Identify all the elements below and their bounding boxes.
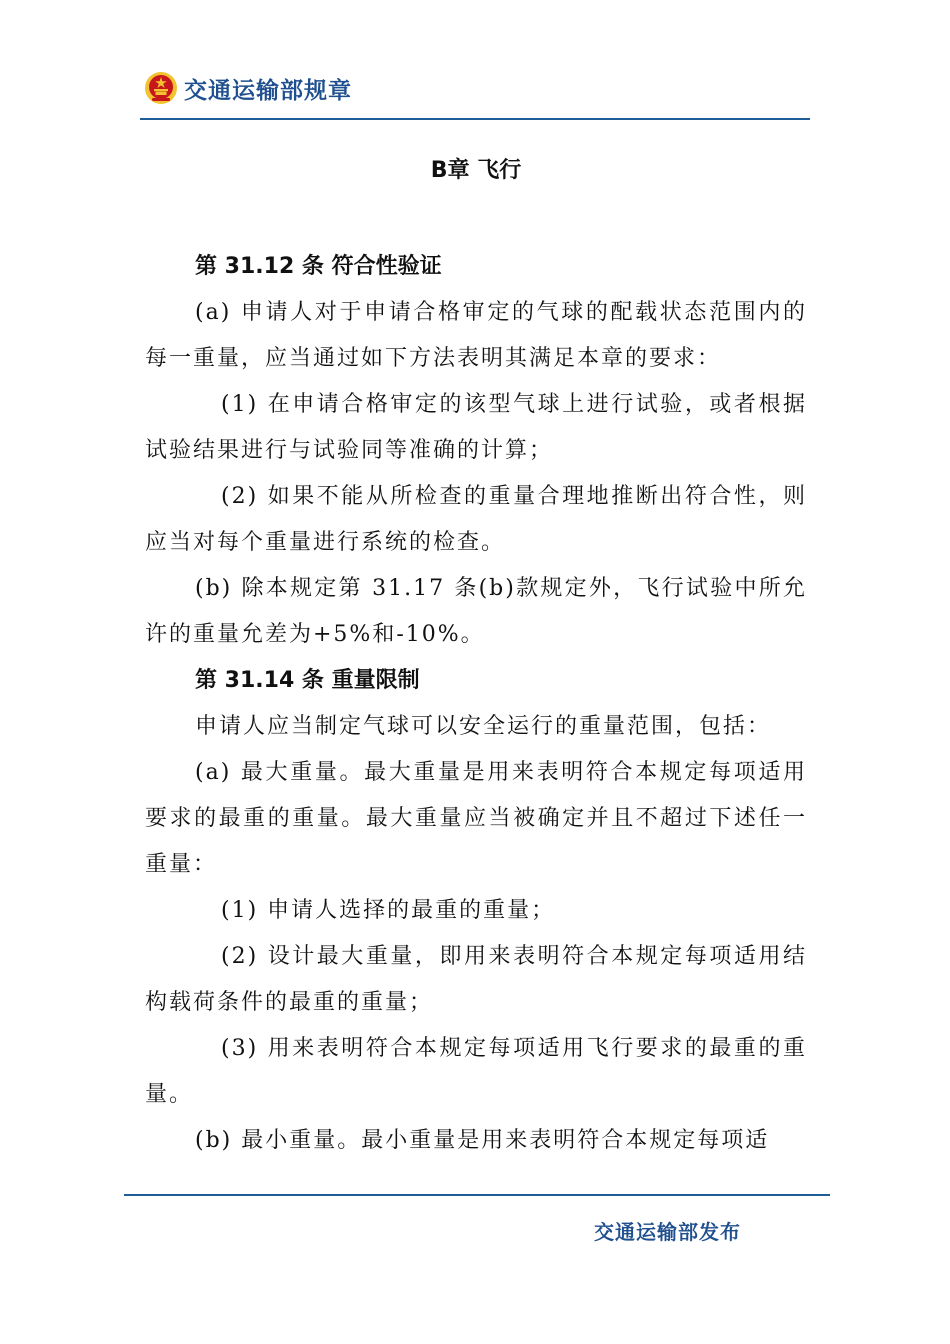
paragraph: (a) 申请人对于申请合格审定的气球的配载状态范围内的每一重量，应当通过如下方法表明其满足本章的要求： <box>145 300 807 371</box>
paragraph: (b) 除本规定第 31.17 条(b)款规定外，飞行试验中所允许的重量允差为+5%和-10%。 <box>145 576 807 647</box>
header-divider <box>140 118 810 120</box>
document-body <box>145 146 807 1164</box>
sub-paragraph: (3) 用来表明符合本规定每项适用飞行要求的最重的重量。 <box>145 1036 807 1107</box>
regulation-header-title: 交通运输部规章 <box>184 77 352 104</box>
article-title: 第 31.12 条 符合性验证 <box>195 254 442 279</box>
page-header <box>144 66 352 110</box>
sub-paragraph: (1) 在申请合格审定的该型气球上进行试验，或者根据试验结果进行与试验同等准确的计算； <box>145 392 807 463</box>
national-emblem-icon <box>144 71 178 105</box>
paragraph: (a) 最大重量。最大重量是用来表明符合本规定每项适用要求的最重的重量。最大重量应当被确定并且不超过下述任一重量： <box>145 760 807 877</box>
article-title: 第 31.14 条 重量限制 <box>195 668 420 693</box>
sub-paragraph: (1) 申请人选择的最重的重量； <box>221 898 556 923</box>
chapter-title: B章 飞行 <box>430 158 522 183</box>
sub-paragraph: (2) 如果不能从所检查的重量合理地推断出符合性，则应当对每个重量进行系统的检查。 <box>145 484 807 555</box>
paragraph: 申请人应当制定气球可以安全运行的重量范围，包括： <box>195 714 772 739</box>
paragraph: (b) 最小重量。最小重量是用来表明符合本规定每项适 <box>195 1128 770 1153</box>
sub-paragraph: (2) 设计最大重量，即用来表明符合本规定每项适用结构载荷条件的最重的重量； <box>145 944 807 1015</box>
footer-divider <box>124 1194 830 1196</box>
footer-publisher: 交通运输部发布 <box>594 1220 741 1244</box>
